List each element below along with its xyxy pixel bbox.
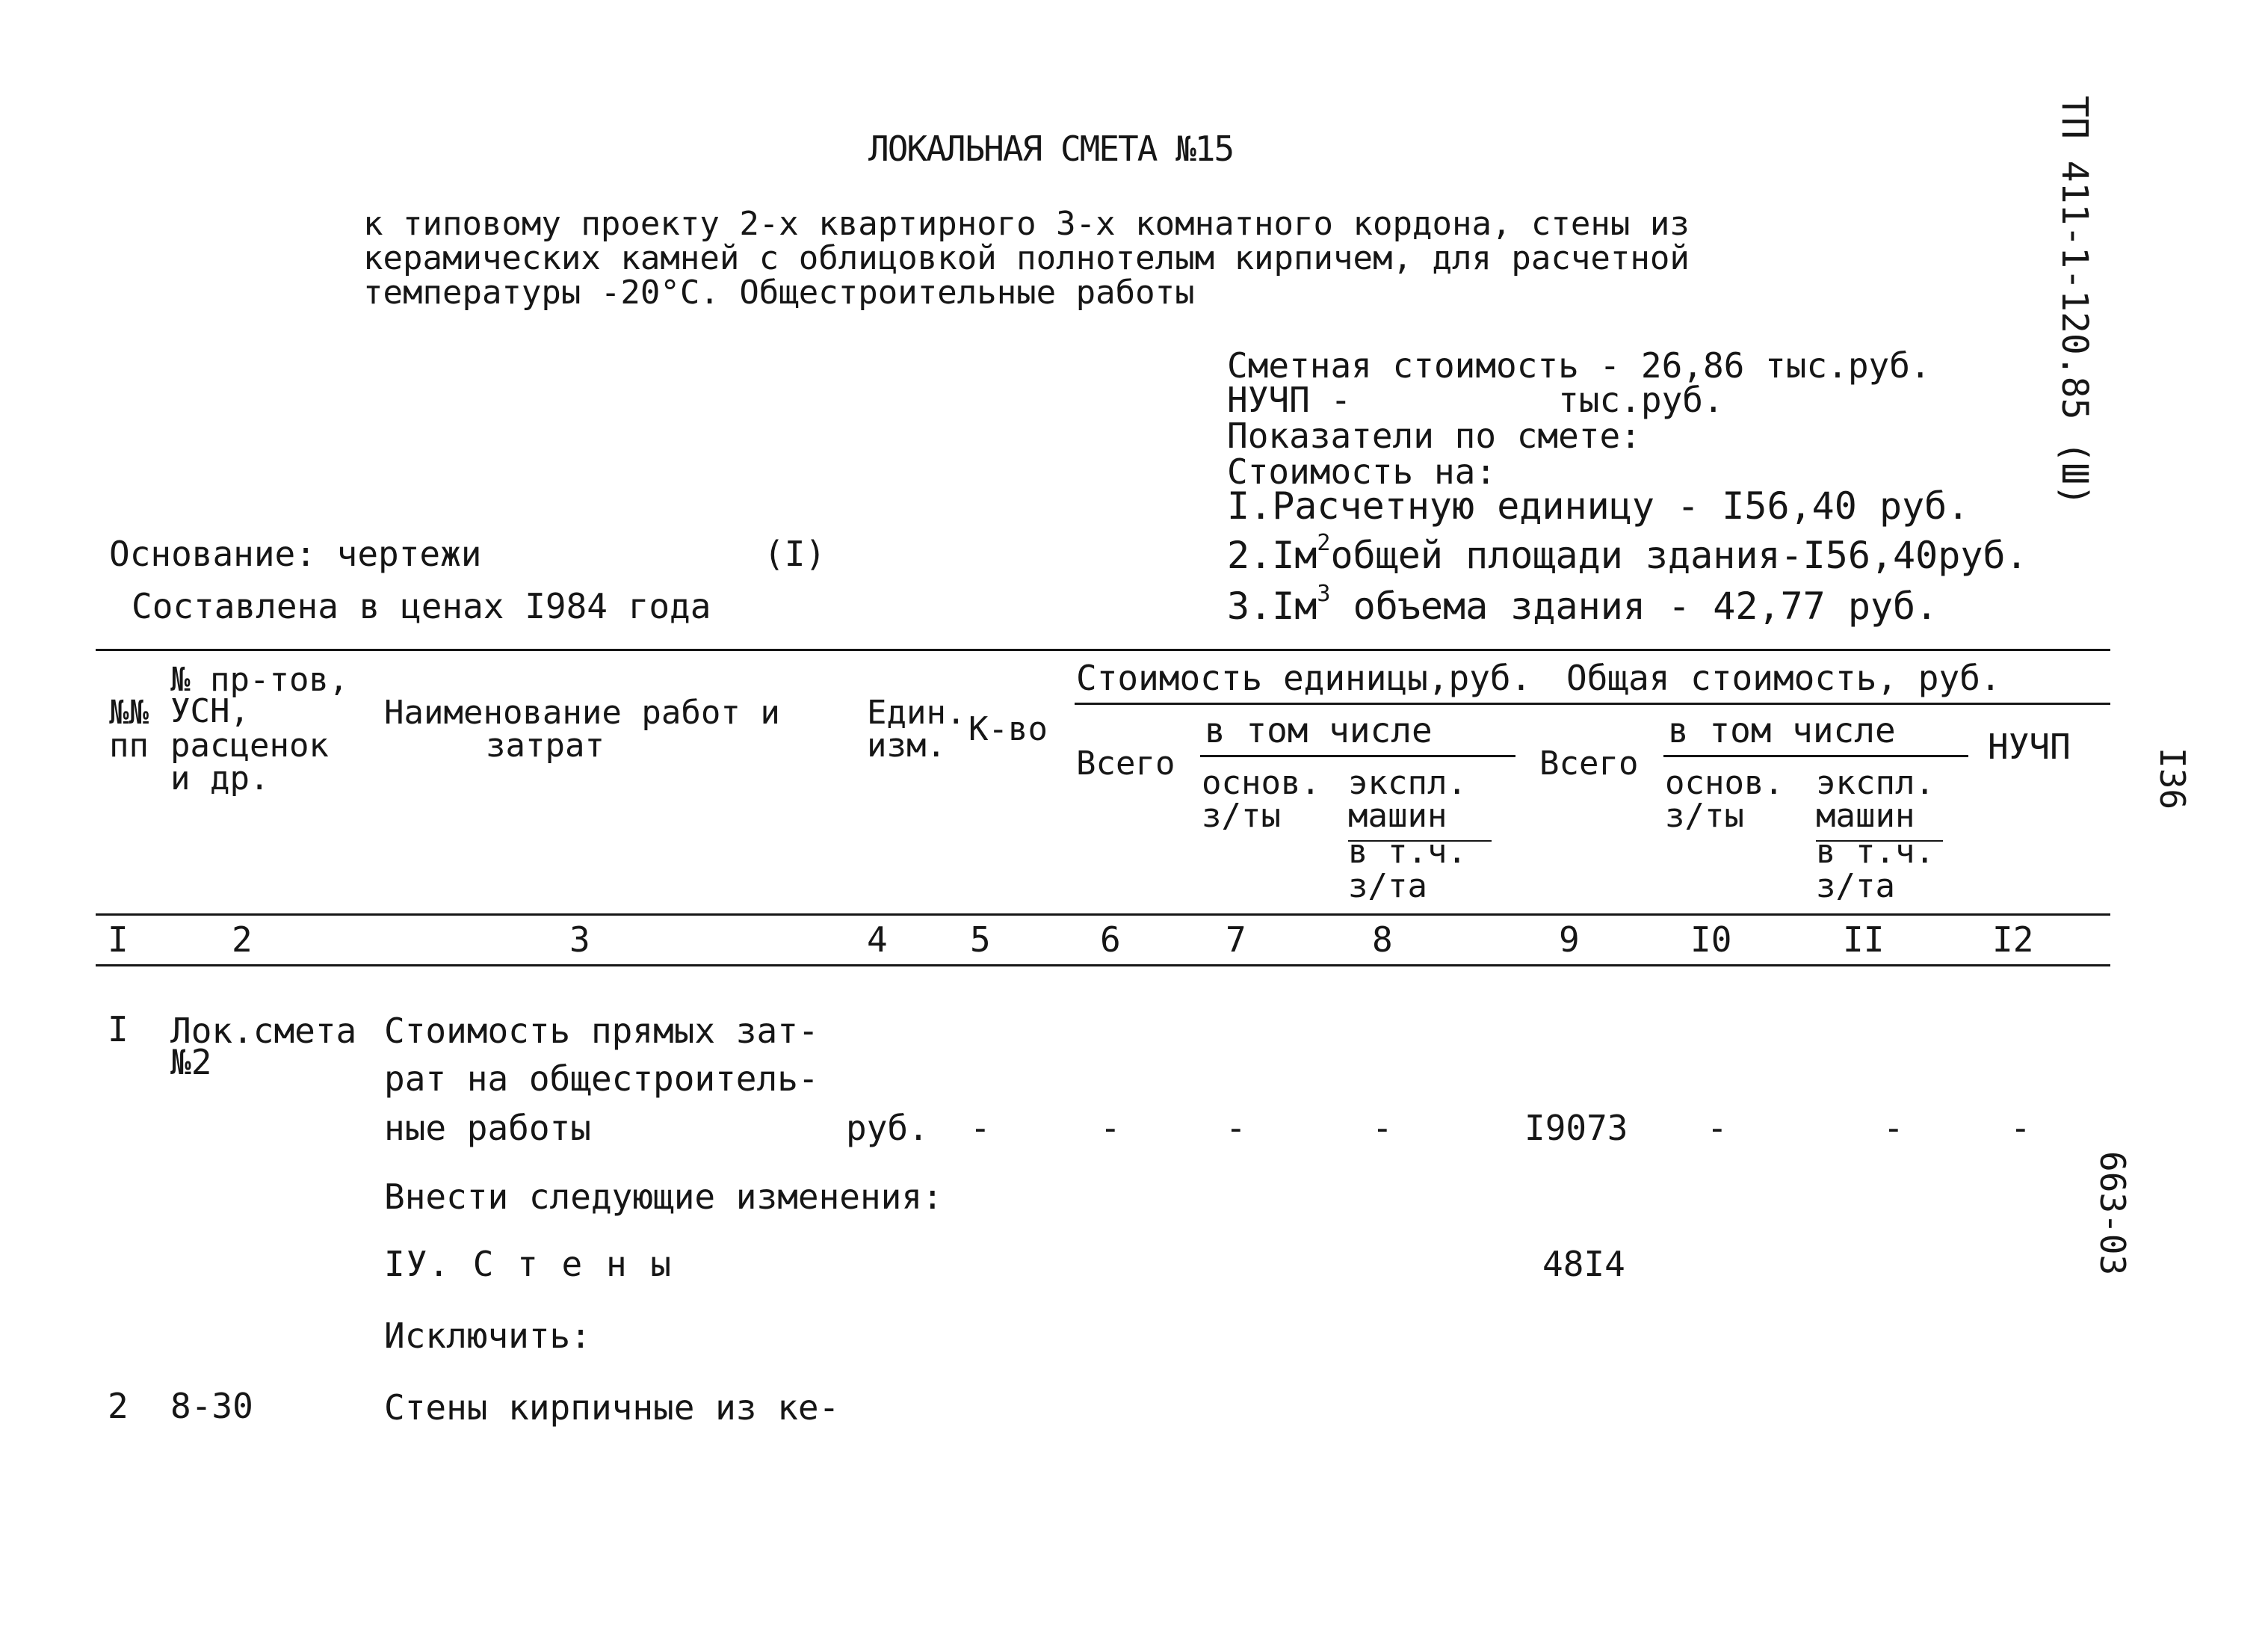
row1-name-3: ные работы — [384, 1108, 591, 1148]
page-title: ЛОКАЛЬНАЯ СМЕТА №15 — [868, 129, 1234, 169]
col-number-11: II — [1843, 919, 1885, 960]
row1-unit-total: - — [1100, 1108, 1121, 1148]
indicator-area-text: общей площади здания-I56,40руб. — [1330, 534, 2028, 577]
unit-cost-header: Стоимость единицы,руб. — [1076, 658, 1532, 698]
col-num-header-2: пп — [109, 727, 149, 765]
col-name-header-2: затрат — [486, 727, 605, 765]
col-number-9: 9 — [1559, 919, 1580, 960]
total-machines-header-3: в т.ч. — [1816, 833, 1935, 871]
header-bottom-rule — [96, 913, 2110, 916]
col-number-4: 4 — [867, 919, 888, 960]
unit-machines-header-4: з/та — [1348, 867, 1427, 905]
col-ref-header-3: расценок — [170, 727, 329, 765]
indicator-unit: I.Расчетную единицу - I56,40 руб. — [1227, 484, 1970, 528]
indicator-volume-text: объема здания - 42,77 руб. — [1330, 585, 1938, 628]
subtitle-line-3: температуры -20°С. Общестроительные работы — [363, 274, 1195, 312]
page-number-text: I36 — [2152, 747, 2193, 810]
subtitle-line-2: керамических камней с облицовкой полнотелым кирпичем, для расчетной — [363, 239, 1690, 277]
numbers-bottom-rule — [96, 964, 2110, 966]
total-machines-header-1: экспл. — [1816, 764, 1935, 802]
col-ref-header-4: и др. — [170, 759, 270, 798]
row1-unit-wages: - — [1226, 1108, 1246, 1148]
nuchp-summary: НУЧП - тыс.руб. — [1227, 380, 1724, 420]
row1-unit-machines: - — [1372, 1108, 1393, 1148]
cost-on-label: Стоимость на: — [1227, 451, 1497, 492]
total-cost-header: Общая стоимость, руб. — [1566, 658, 2001, 698]
page-number — [2152, 747, 2193, 810]
basis-label: Основание: чертежи — [109, 534, 482, 574]
row1-name-1: Стоимость прямых зат- — [384, 1011, 819, 1051]
row1-name-2: рат на общестроитель- — [384, 1058, 819, 1099]
row1-total: I9073 — [1524, 1108, 1628, 1148]
col-name-header-1: Наименование работ и — [384, 694, 780, 732]
row1-nuchp: - — [2010, 1108, 2031, 1148]
subtitle-line-1: к типовому проекту 2-х квартирного 3-х комнатного кордона, стены из — [363, 205, 1690, 243]
row1-unit: руб. — [846, 1108, 929, 1148]
superscript-3: 3 — [1317, 581, 1331, 607]
section-walls: IУ. С т е н ы — [384, 1244, 673, 1284]
cost-header-rule — [1075, 703, 2110, 705]
table-top-rule — [96, 649, 2110, 651]
row1-total-machines: - — [1883, 1108, 1904, 1148]
total-machines-header-2: машин — [1816, 797, 1915, 835]
row1-total-wages: - — [1707, 1108, 1728, 1148]
unit-total-header: Всего — [1076, 744, 1175, 783]
col-ref-header-2: УСН, — [170, 692, 250, 730]
col-number-6: 6 — [1100, 919, 1121, 960]
unit-incl-rule — [1200, 755, 1515, 757]
indicator-area-prefix: 2.Iм — [1227, 534, 1317, 577]
col-qty-header: К-во — [968, 710, 1048, 748]
project-code-text: ТП 411-1-120.85 (Ш) — [2054, 96, 2095, 507]
indicator-volume-prefix: 3.Iм — [1227, 585, 1317, 628]
stamp-number-text: 663-03 — [2092, 1151, 2133, 1276]
total-total-header: Всего — [1539, 744, 1639, 783]
total-wages-header-1: основ. — [1665, 764, 1784, 802]
changes-note: Внести следующие изменения: — [384, 1177, 943, 1217]
col-unit-header-1: Един. — [867, 694, 966, 732]
unit-wages-header-2: з/ты — [1202, 797, 1281, 835]
superscript-2: 2 — [1317, 530, 1331, 556]
col-number-5: 5 — [970, 919, 991, 960]
row1-qty: - — [970, 1108, 991, 1148]
row2-name: Стены кирпичные из ке- — [384, 1387, 840, 1428]
row2-number: 2 — [108, 1386, 129, 1426]
row2-ref: 8-30 — [170, 1386, 253, 1426]
indicators-label: Показатели по смете: — [1227, 416, 1641, 456]
total-machines-header-4: з/та — [1816, 867, 1895, 905]
col-number-1: I — [108, 919, 129, 960]
col-number-12: I2 — [1992, 919, 2034, 960]
indicator-area — [1227, 530, 2028, 577]
basis-ref: (I) — [764, 534, 826, 574]
col-unit-header-2: изм. — [867, 727, 946, 765]
estimated-cost: Сметная стоимость - 26,86 тыс.руб. — [1227, 345, 1931, 386]
unit-machines-header-1: экспл. — [1348, 764, 1467, 802]
exclude-note: Исключить: — [384, 1316, 591, 1356]
row1-ref-a: Лок.смета — [170, 1011, 357, 1051]
total-incl-rule — [1663, 755, 1968, 757]
unit-machines-header-3: в т.ч. — [1348, 833, 1467, 871]
row1-number: I — [108, 1009, 129, 1049]
col-number-10: I0 — [1690, 919, 1732, 960]
col-number-7: 7 — [1226, 919, 1246, 960]
section-walls-total: 48I4 — [1542, 1244, 1625, 1284]
nuchp-header: НУЧП — [1988, 727, 2071, 767]
row1-ref-b: №2 — [170, 1042, 212, 1082]
total-incl-header: в том числе — [1668, 710, 1896, 750]
prices-year: Составлена в ценах I984 года — [132, 586, 711, 626]
col-number-3: 3 — [569, 919, 590, 960]
unit-incl-header: в том числе — [1205, 710, 1433, 750]
total-wages-header-2: з/ты — [1665, 797, 1744, 835]
indicator-volume — [1227, 581, 1938, 628]
col-num-header-1: №№ — [109, 694, 149, 732]
col-number-2: 2 — [232, 919, 253, 960]
unit-machines-header-2: машин — [1348, 797, 1447, 835]
col-number-8: 8 — [1372, 919, 1393, 960]
col-ref-header-1: № пр-тов, — [170, 661, 349, 699]
unit-wages-header-1: основ. — [1202, 764, 1320, 802]
stamp-number — [2092, 1151, 2133, 1276]
